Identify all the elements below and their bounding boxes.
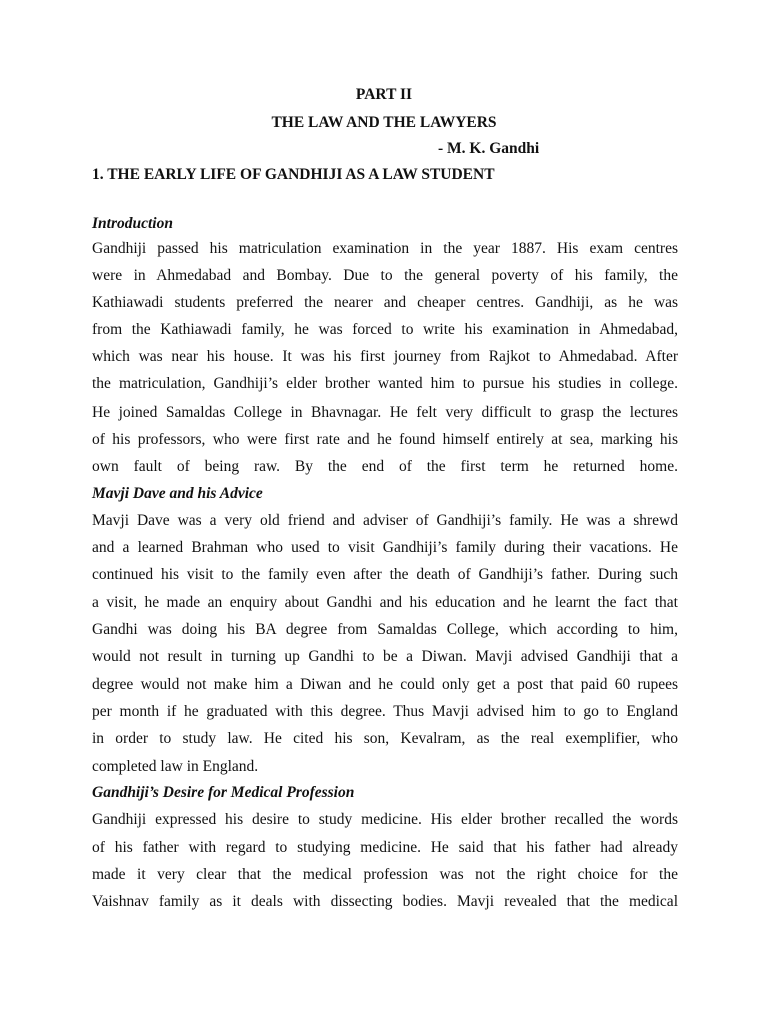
paragraph-line: Mavji Dave was a very old friend and adviser of Gandhiji’s family. He was a shrewd [92, 512, 678, 529]
paragraph-line: from the Kathiawadi family, he was forced to write his examination in Ahmedabad, [92, 321, 678, 338]
paragraph-line: continued his visit to the family even after the death of Gandhiji’s father. During such [92, 566, 678, 583]
paragraph-line: Vaishnav family as it deals with dissecting bodies. Mavji revealed that the medical [92, 893, 678, 910]
paragraph-line: Gandhi was doing his BA degree from Samaldas College, which according to him, [92, 621, 678, 638]
paragraph-line: made it very clear that the medical profession was not the right choice for the [92, 866, 678, 883]
section-heading-introduction: Introduction [92, 215, 173, 232]
paragraph-line: were in Ahmedabad and Bombay. Due to the general poverty of his family, the [92, 267, 678, 284]
paragraph-line: in order to study law. He cited his son, Kevalram, as the real exemplifier, who [92, 730, 678, 747]
section-heading-mavji-dave: Mavji Dave and his Advice [92, 485, 263, 502]
author-line: - M. K. Gandhi [438, 140, 540, 157]
paragraph-line: own fault of being raw. By the end of the first term he returned home. [92, 458, 678, 475]
paragraph-line: degree would not make him a Diwan and he could only get a post that paid 60 rupees [92, 676, 678, 693]
section-heading-medical-profession: Gandhiji’s Desire for Medical Profession [92, 784, 355, 801]
paragraph-line: which was near his house. It was his first journey from Rajkot to Ahmedabad. After [92, 348, 678, 365]
paragraph-line: and a learned Brahman who used to visit Gandhiji’s family during their vacations. He [92, 539, 678, 556]
paragraph-line: a visit, he made an enquiry about Gandhi and his education and he learnt the fact that [92, 594, 678, 611]
paragraph-line: would not result in turning up Gandhi to be a Diwan. Mavji advised Gandhiji that a [92, 648, 678, 665]
paragraph-line: of his professors, who were first rate and he found himself entirely at sea, marking his [92, 431, 678, 448]
paragraph-line: Gandhiji expressed his desire to study medicine. His elder brother recalled the words [92, 811, 678, 828]
paragraph-line: per month if he graduated with this degree. Thus Mavji advised him to go to England [92, 703, 678, 720]
paragraph-line: Kathiawadi students preferred the nearer and cheaper centres. Gandhiji, as he was [92, 294, 678, 311]
paragraph-line: completed law in England. [92, 758, 259, 775]
paragraph-line: Gandhiji passed his matriculation examination in the year 1887. His exam centres [92, 240, 678, 257]
paragraph-line: of his father with regard to studying medicine. He said that his father had already [92, 839, 678, 856]
paragraph-line: He joined Samaldas College in Bhavnagar. He felt very difficult to grasp the lectures [92, 404, 678, 421]
chapter-heading: 1. THE EARLY LIFE OF GANDHIJI AS A LAW STUDENT [92, 166, 495, 183]
paragraph-line: the matriculation, Gandhiji’s elder brother wanted him to pursue his studies in college. [92, 375, 678, 392]
document-title: THE LAW AND THE LAWYERS [271, 114, 497, 131]
part-label: PART II [355, 86, 413, 103]
